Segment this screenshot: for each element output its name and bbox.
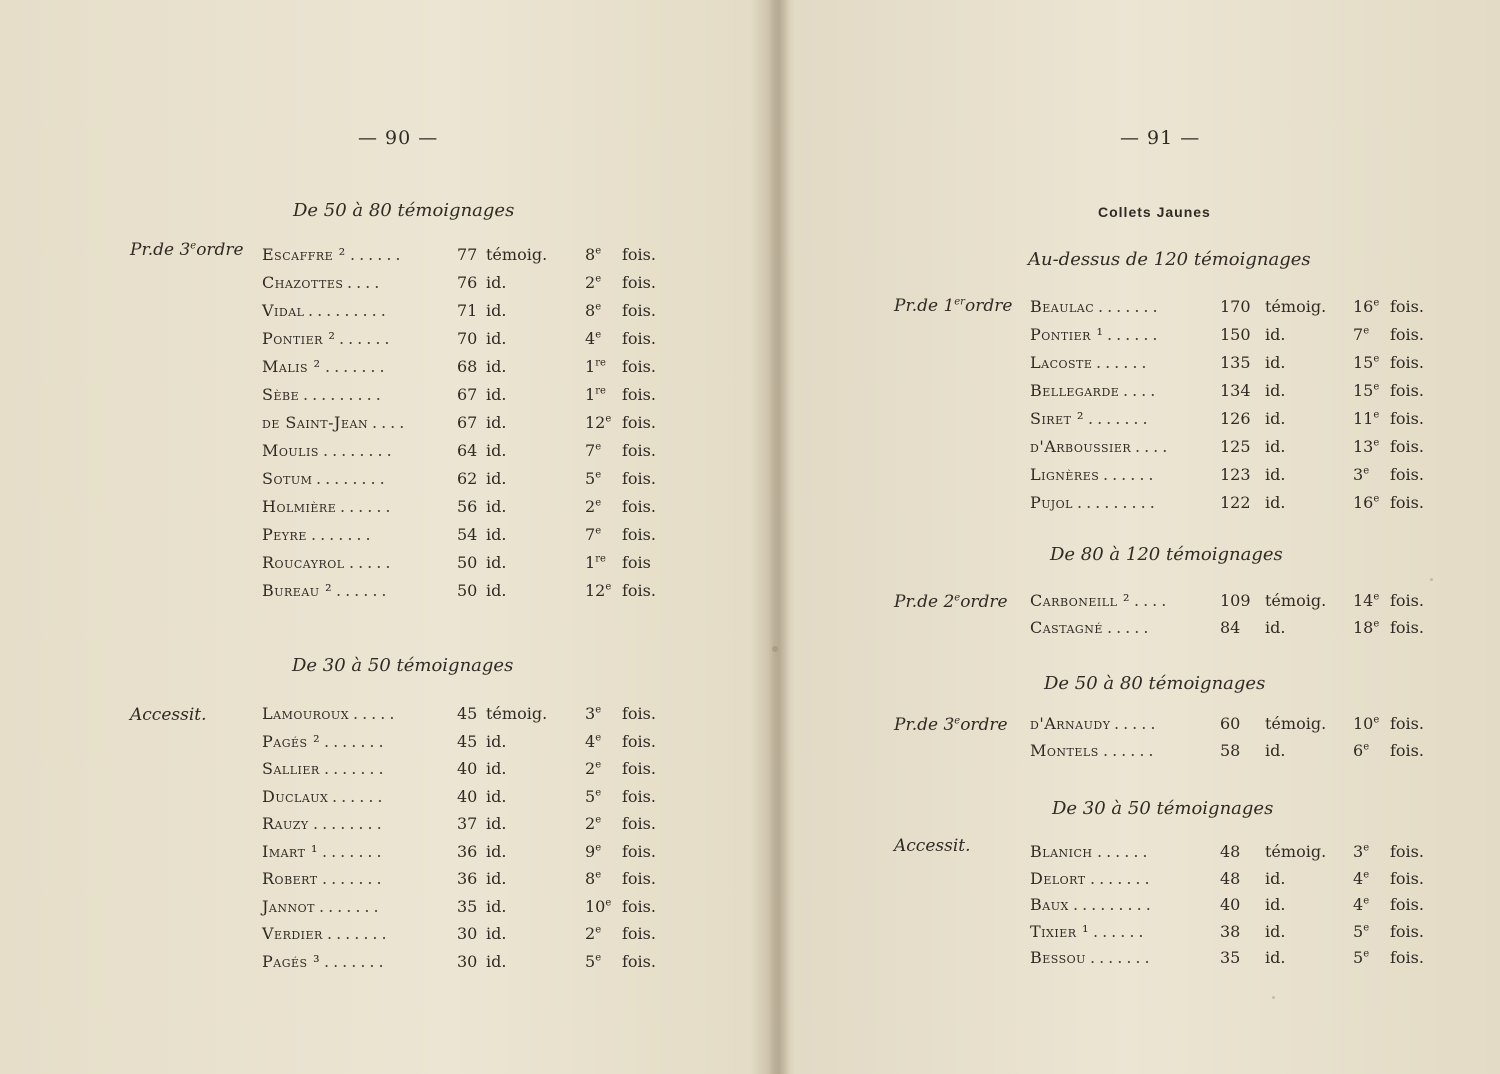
entry-fois: fois. (1390, 868, 1424, 888)
entry-count: 36 (457, 869, 478, 888)
entry-fois: fois. (1390, 325, 1424, 344)
entry-unit: id. (486, 273, 507, 292)
entry-name: Robert (262, 869, 318, 888)
entry-unit: id. (486, 759, 507, 778)
entry-rank: 3e (1353, 465, 1370, 484)
entry-rank: 4e (1353, 868, 1370, 888)
entry-name: Lignères (1030, 465, 1100, 484)
entry-rank: 7e (585, 525, 602, 544)
entry-count: 45 (457, 704, 478, 723)
entry-fois: fois. (622, 273, 656, 292)
entry-name: Sallier (262, 759, 320, 778)
table-row (780, 618, 1500, 644)
entry-name: Rauzy (262, 814, 309, 833)
entry-dots: ....... (1088, 409, 1152, 428)
entry-rank: 12e (585, 581, 612, 600)
entry-rank: 7e (585, 441, 602, 460)
entry-unit: id. (486, 469, 507, 488)
entry-count: 67 (457, 385, 478, 404)
entry-fois: fois. (622, 581, 656, 600)
entry-fois: fois. (622, 896, 656, 916)
entry-dots: ..... (353, 704, 399, 723)
entry-dots: ....... (324, 759, 388, 778)
entry-rank: 8e (585, 301, 602, 320)
entry-count: 64 (457, 441, 478, 460)
table-row (780, 714, 1500, 740)
entry-fois: fois. (622, 704, 656, 723)
entry-name: Duclaux (262, 786, 329, 806)
entry-name: Roucayrol (262, 553, 345, 572)
right-page (780, 0, 1500, 1074)
entry-unit: témoig. (1265, 591, 1327, 610)
entry-name: Holmière (262, 497, 337, 516)
table-row (0, 952, 775, 978)
entry-count: 150 (1220, 325, 1251, 344)
table-row (780, 948, 1500, 974)
entry-name: Bureau ² (262, 581, 333, 600)
entry-fois: fois. (1390, 409, 1424, 428)
table-row (0, 732, 775, 758)
entry-rank: 18e (1353, 618, 1380, 637)
section-heading: De 50 à 80 témoignages (293, 200, 515, 221)
entry-dots: ........ (313, 814, 386, 833)
entry-fois: fois. (1390, 381, 1424, 400)
entry-count: 37 (457, 814, 478, 833)
group-label: Accessit. (894, 836, 971, 856)
paper-speck (1272, 996, 1275, 999)
collets-title: Collets Jaunes (1098, 204, 1211, 220)
table-row (0, 413, 775, 439)
entry-dots: ....... (1090, 868, 1154, 888)
table-row (0, 301, 775, 327)
entry-fois: fois. (1390, 618, 1424, 637)
entry-dots: ...... (339, 329, 394, 348)
entry-name: Jannot (262, 896, 315, 916)
entry-fois: fois. (1390, 437, 1424, 456)
table-row (0, 245, 775, 271)
entry-fois: fois. (1390, 714, 1424, 733)
entry-rank: 2e (585, 814, 602, 833)
entry-dots: ....... (1098, 297, 1162, 316)
entry-rank: 5e (585, 786, 602, 806)
group-label: Accessit. (130, 705, 207, 725)
entry-count: 84 (1220, 618, 1241, 637)
entry-rank: 5e (1353, 921, 1370, 941)
entry-dots: ......... (303, 385, 385, 404)
entry-unit: id. (486, 413, 507, 432)
entry-dots: ...... (340, 497, 395, 516)
entry-unit: id. (1265, 948, 1286, 967)
entry-unit: id. (486, 441, 507, 460)
table-row (780, 353, 1500, 379)
entry-unit: témoig. (486, 704, 548, 723)
entry-dots: ..... (1107, 618, 1153, 637)
entry-count: 77 (457, 245, 478, 264)
entry-unit: id. (486, 329, 507, 348)
entry-fois: fois. (1390, 465, 1424, 484)
entry-rank: 6e (1353, 741, 1370, 760)
entry-rank: 4e (1353, 895, 1370, 914)
entry-name: de Saint-Jean (262, 413, 369, 432)
entry-rank: 3e (1353, 842, 1370, 861)
entry-fois: fois. (622, 301, 656, 320)
entry-rank: 12e (585, 413, 612, 432)
entry-fois: fois. (622, 841, 656, 861)
table-row (0, 814, 775, 840)
entry-name: Tixier ¹ (1030, 921, 1090, 941)
entry-name: Lamouroux (262, 704, 350, 723)
entry-unit: id. (1265, 921, 1286, 941)
section-heading: De 30 à 50 témoignages (292, 655, 514, 676)
entry-name: Pontier ¹ (1030, 325, 1104, 344)
entry-fois: fois. (622, 869, 656, 888)
entry-dots: ......... (1077, 493, 1159, 512)
section-heading: De 30 à 50 témoignages (1052, 798, 1274, 819)
entry-rank: 7e (1353, 325, 1370, 344)
entry-rank: 9e (585, 841, 602, 861)
entry-unit: id. (1265, 381, 1286, 400)
table-row (780, 465, 1500, 491)
section-heading: Au-dessus de 120 témoignages (1028, 249, 1311, 270)
entry-name: Malis ² (262, 357, 321, 376)
entry-rank: 8e (585, 869, 602, 888)
entry-count: 40 (457, 786, 478, 806)
entry-name: Vidal (262, 301, 305, 320)
table-row (0, 525, 775, 551)
entry-name: Siret ² (1030, 409, 1084, 428)
entry-rank: 5e (1353, 948, 1370, 967)
section-heading: De 80 à 120 témoignages (1050, 544, 1283, 565)
table-row (0, 897, 775, 923)
entry-dots: ...... (1097, 842, 1152, 861)
entry-unit: id. (486, 814, 507, 833)
entry-dots: ..... (349, 553, 395, 572)
paper-speck (1430, 578, 1433, 581)
entry-fois: fois. (1390, 493, 1424, 512)
entry-unit: id. (486, 951, 507, 971)
entry-dots: ...... (332, 786, 387, 806)
entry-unit: id. (486, 385, 507, 404)
entry-fois: fois. (1390, 842, 1424, 861)
entry-rank: 1re (585, 357, 606, 376)
entry-rank: 2e (585, 497, 602, 516)
entry-count: 134 (1220, 381, 1251, 400)
entry-count: 58 (1220, 741, 1241, 760)
entry-dots: .... (372, 413, 409, 432)
entry-dots: ....... (327, 924, 391, 943)
entry-dots: .... (1134, 591, 1171, 610)
entry-rank: 1re (585, 385, 606, 404)
table-row (0, 329, 775, 355)
table-row (780, 741, 1500, 767)
entry-rank: 10e (585, 896, 612, 916)
entry-name: Beaulac (1030, 297, 1095, 316)
entry-unit: id. (486, 357, 507, 376)
entry-count: 48 (1220, 842, 1241, 861)
entry-count: 122 (1220, 493, 1251, 512)
entry-unit: id. (1265, 465, 1286, 484)
table-row (0, 273, 775, 299)
entry-dots: ...... (1103, 465, 1158, 484)
entry-count: 56 (457, 497, 478, 516)
entry-unit: id. (486, 553, 507, 572)
entry-fois: fois. (1390, 741, 1424, 760)
entry-fois: fois. (622, 786, 656, 806)
entry-unit: témoig. (486, 245, 548, 264)
entry-unit: témoig. (1265, 714, 1327, 733)
entry-rank: 4e (585, 329, 602, 348)
entry-dots: ...... (1093, 921, 1148, 941)
entry-count: 135 (1220, 353, 1251, 372)
entry-count: 40 (457, 759, 478, 778)
entry-count: 48 (1220, 868, 1241, 888)
table-row (780, 842, 1500, 868)
entry-rank: 8e (585, 245, 602, 264)
page-number: — 90 — (358, 127, 439, 149)
table-row (0, 581, 775, 607)
entry-fois: fois. (622, 924, 656, 943)
entry-rank: 2e (585, 924, 602, 943)
table-row (0, 357, 775, 383)
table-row (780, 409, 1500, 435)
table-row (780, 297, 1500, 323)
entry-dots: ........ (316, 469, 389, 488)
entry-unit: id. (1265, 868, 1286, 888)
entry-fois: fois. (622, 441, 656, 460)
entry-count: 62 (457, 469, 478, 488)
entry-count: 76 (457, 273, 478, 292)
entry-fois: fois. (622, 525, 656, 544)
entry-dots: ......... (1073, 895, 1155, 914)
entry-unit: id. (1265, 437, 1286, 456)
table-row (780, 493, 1500, 519)
entry-count: 38 (1220, 921, 1241, 941)
table-row (0, 553, 775, 579)
entry-fois: fois. (1390, 895, 1424, 914)
entry-count: 70 (457, 329, 478, 348)
entry-dots: ....... (324, 731, 388, 751)
table-row (780, 325, 1500, 351)
entry-fois: fois. (1390, 353, 1424, 372)
entry-rank: 2e (585, 759, 602, 778)
entry-fois: fois. (622, 731, 656, 751)
entry-fois: fois. (622, 951, 656, 971)
entry-unit: id. (1265, 409, 1286, 428)
entry-name: Pagés ³ (262, 951, 321, 971)
entry-count: 123 (1220, 465, 1251, 484)
entry-count: 125 (1220, 437, 1251, 456)
entry-dots: ........ (323, 441, 396, 460)
entry-name: Sèbe (262, 385, 300, 404)
table-row (0, 441, 775, 467)
entry-fois: fois. (1390, 591, 1424, 610)
entry-rank: 1re (585, 553, 606, 572)
entry-count: 126 (1220, 409, 1251, 428)
entry-rank: 11e (1353, 409, 1380, 428)
group-label: Pr.de 1erordre (894, 296, 1013, 316)
group-label: Pr.de 3eordre (130, 240, 244, 260)
entry-count: 35 (1220, 948, 1241, 967)
entry-unit: témoig. (1265, 842, 1327, 861)
entry-count: 50 (457, 553, 478, 572)
entry-rank: 15e (1353, 353, 1380, 372)
entry-name: Montels (1030, 741, 1099, 760)
entry-name: Sotum (262, 469, 313, 488)
entry-count: 109 (1220, 591, 1251, 610)
entry-name: Pontier ² (262, 329, 336, 348)
entry-fois: fois. (622, 814, 656, 833)
entry-unit: id. (1265, 741, 1286, 760)
entry-fois: fois. (622, 245, 656, 264)
entry-dots: ....... (322, 869, 386, 888)
entry-fois: fois. (622, 385, 656, 404)
entry-rank: 2e (585, 273, 602, 292)
table-row (0, 497, 775, 523)
entry-unit: id. (1265, 353, 1286, 372)
entry-unit: id. (486, 525, 507, 544)
entry-unit: id. (486, 841, 507, 861)
table-row (0, 924, 775, 950)
paper-speck (772, 646, 778, 652)
table-row (0, 869, 775, 895)
entry-dots: .... (1123, 381, 1160, 400)
table-row (0, 704, 775, 730)
entry-dots: ....... (319, 896, 383, 916)
entry-name: Blanich (1030, 842, 1093, 861)
entry-name: Peyre (262, 525, 307, 544)
entry-name: Escaffre ² (262, 245, 346, 264)
entry-dots: .... (1135, 437, 1172, 456)
entry-unit: id. (486, 924, 507, 943)
entry-count: 40 (1220, 895, 1241, 914)
section-heading: De 50 à 80 témoignages (1044, 673, 1266, 694)
table-row (0, 759, 775, 785)
entry-dots: ....... (322, 841, 386, 861)
entry-unit: id. (486, 497, 507, 516)
entry-name: Pujol (1030, 493, 1073, 512)
entry-rank: 4e (585, 731, 602, 751)
table-row (780, 895, 1500, 921)
entry-unit: id. (486, 869, 507, 888)
entry-rank: 16e (1353, 297, 1380, 316)
entry-count: 68 (457, 357, 478, 376)
entry-name: Castagné (1030, 618, 1103, 637)
entry-fois: fois. (622, 329, 656, 348)
entry-unit: témoig. (1265, 297, 1327, 316)
entry-fois: fois. (622, 497, 656, 516)
group-label: Pr.de 3eordre (894, 715, 1008, 735)
entry-dots: ....... (311, 525, 375, 544)
entry-fois: fois (622, 553, 651, 572)
entry-rank: 14e (1353, 591, 1380, 610)
entry-count: 50 (457, 581, 478, 600)
entry-dots: ......... (308, 301, 390, 320)
entry-rank: 5e (585, 469, 602, 488)
entry-name: Pagés ² (262, 731, 321, 751)
entry-dots: ....... (1090, 948, 1154, 967)
entry-name: Chazottes (262, 273, 344, 292)
entry-unit: id. (1265, 325, 1286, 344)
entry-name: Moulis (262, 441, 319, 460)
entry-fois: fois. (1390, 921, 1424, 941)
entry-fois: fois. (1390, 948, 1424, 967)
entry-count: 170 (1220, 297, 1251, 316)
page-number: — 91 — (1120, 127, 1201, 149)
entry-rank: 15e (1353, 381, 1380, 400)
entry-rank: 10e (1353, 714, 1380, 733)
entry-rank: 13e (1353, 437, 1380, 456)
entry-count: 67 (457, 413, 478, 432)
table-row (780, 869, 1500, 895)
entry-dots: .... (347, 273, 384, 292)
entry-unit: id. (486, 731, 507, 751)
entry-unit: id. (1265, 618, 1286, 637)
group-label: Pr.de 2eordre (894, 592, 1008, 612)
entry-dots: ...... (1107, 325, 1162, 344)
entry-dots: ....... (325, 357, 389, 376)
entry-unit: id. (486, 301, 507, 320)
entry-dots: ...... (336, 581, 391, 600)
entry-count: 60 (1220, 714, 1241, 733)
entry-name: d'Arnaudy (1030, 714, 1111, 733)
entry-fois: fois. (622, 413, 656, 432)
entry-unit: id. (486, 581, 507, 600)
entry-rank: 16e (1353, 493, 1380, 512)
table-row (780, 591, 1500, 617)
entry-rank: 3e (585, 704, 602, 723)
entry-unit: id. (1265, 493, 1286, 512)
entry-rank: 5e (585, 951, 602, 971)
entry-dots: ...... (350, 245, 405, 264)
entry-count: 30 (457, 924, 478, 943)
entry-dots: ..... (1114, 714, 1160, 733)
table-row (0, 787, 775, 813)
entry-count: 30 (457, 951, 478, 971)
entry-dots: ...... (1103, 741, 1158, 760)
entry-count: 54 (457, 525, 478, 544)
entry-fois: fois. (622, 357, 656, 376)
entry-dots: ...... (1096, 353, 1151, 372)
entry-name: d'Arboussier (1030, 437, 1132, 456)
entry-name: Baux (1030, 895, 1069, 914)
entry-unit: id. (486, 786, 507, 806)
entry-fois: fois. (1390, 297, 1424, 316)
entry-unit: id. (1265, 895, 1286, 914)
entry-name: Verdier (262, 924, 323, 943)
entry-count: 36 (457, 841, 478, 861)
table-row (780, 922, 1500, 948)
entry-name: Delort (1030, 868, 1086, 888)
entry-fois: fois. (622, 759, 656, 778)
entry-count: 35 (457, 896, 478, 916)
table-row (0, 385, 775, 411)
entry-count: 45 (457, 731, 478, 751)
entry-name: Bessou (1030, 948, 1086, 967)
table-row (0, 842, 775, 868)
entry-unit: id. (486, 896, 507, 916)
entry-name: Imart ¹ (262, 841, 318, 861)
entry-count: 71 (457, 301, 478, 320)
entry-name: Lacoste (1030, 353, 1093, 372)
entry-name: Carboneill ² (1030, 591, 1130, 610)
table-row (780, 437, 1500, 463)
entry-name: Bellegarde (1030, 381, 1120, 400)
table-row (780, 381, 1500, 407)
table-row (0, 469, 775, 495)
entry-fois: fois. (622, 469, 656, 488)
entry-dots: ....... (324, 951, 388, 971)
